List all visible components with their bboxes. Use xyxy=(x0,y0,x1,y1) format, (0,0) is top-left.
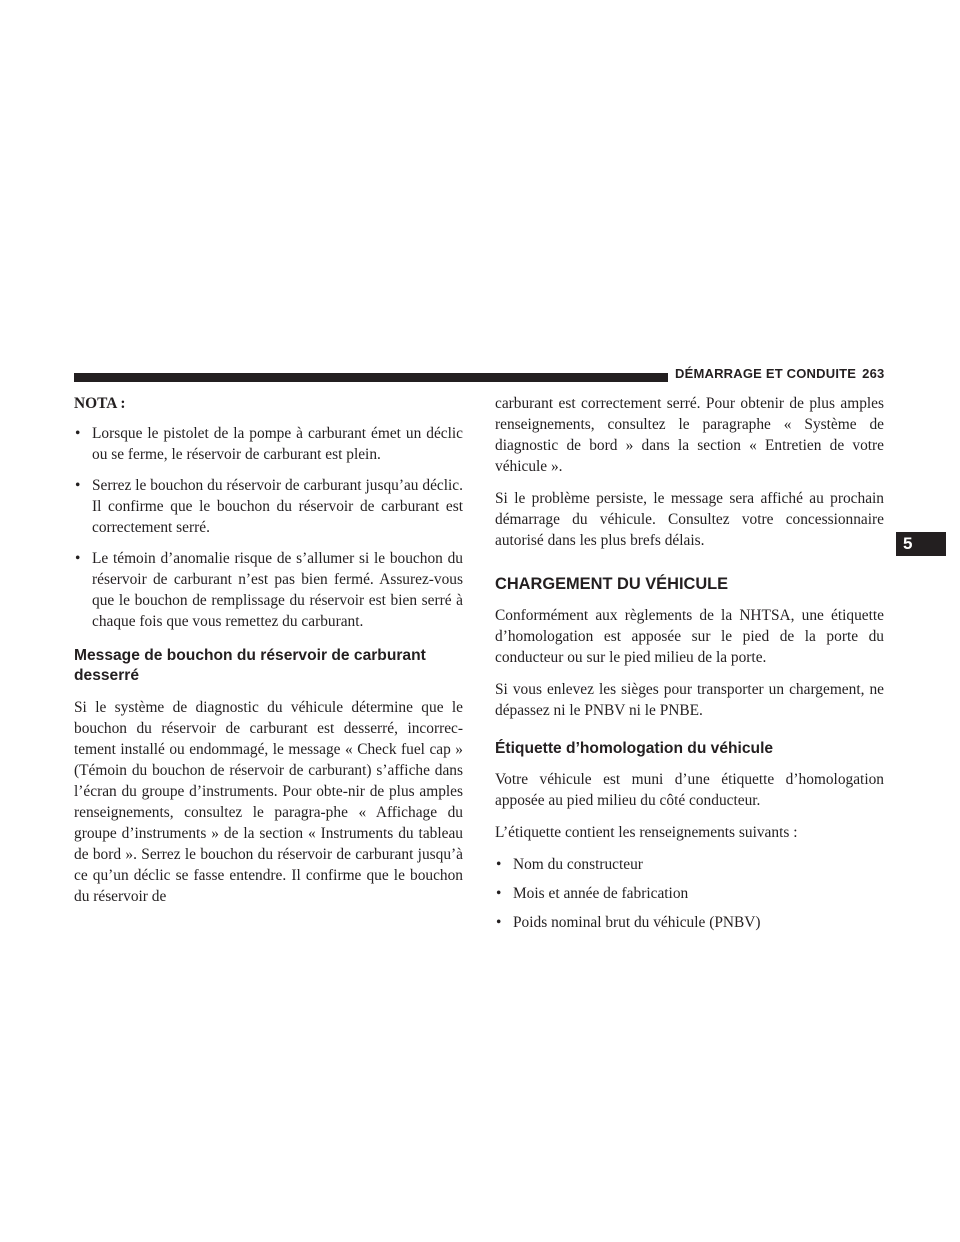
bullet-icon: • xyxy=(75,550,81,567)
list-item xyxy=(495,883,884,904)
list-item-text: Nom du constructeur xyxy=(513,856,643,873)
left-column xyxy=(74,393,463,918)
body-paragraph: Si le problème persiste, le message sera affiché au prochain démarrage du véhicule. Consultez votre concessionnaire autorisé dans les plus brefs délais. xyxy=(495,490,884,549)
body-paragraph: Votre véhicule est muni d’une étiquette d’homologation apposée au pied milieu du côté conducteur. xyxy=(495,771,884,809)
list-item-text: Serrez le bouchon du réservoir de carburant jusqu’au déclic. Il confirme que le bouchon du réservoir de carburant est correctement serré. xyxy=(92,477,463,536)
header-rule xyxy=(74,373,668,382)
body-paragraph: Si le système de diagnostic du véhicule détermine que le bouchon du réservoir de carburant est desserré, incorrec-tement installé ou endommagé, le message « Check fuel cap » (Témoin du bouchon de réservoir de carburant) s’affiche dans l’écran du groupe d’instruments. Pour obte-nir de plus amples renseignements, consultez le paragra-phe « Affichage du groupe d’instruments » de la section « Instruments du tableau de bord ». Serrez le bouchon du réservoir de carburant jusqu’à ce qu’un déclic se fasse entendre. Il confirme que le bouchon du réservoir de xyxy=(74,699,463,905)
list-item-text: Lorsque le pistolet de la pompe à carburant émet un déclic ou se ferme, le réservoir de carburant est plein. xyxy=(92,425,463,463)
section-heading: Message de bouchon du réservoir de carburant desserré xyxy=(74,647,426,684)
body-paragraph: Si vous enlevez les sièges pour transporter un chargement, ne dépassez ni le PNBV ni le PNBE. xyxy=(495,681,884,719)
list-item-text: Poids nominal brut du véhicule (PNBV) xyxy=(513,914,761,931)
bullet-icon: • xyxy=(496,885,502,902)
nota-bullet-list xyxy=(74,423,463,632)
list-item-text: Le témoin d’anomalie risque de s’allumer si le bouchon du réservoir de carburant n’est pas bien fermé. Assurez-vous que le bouchon de remplissage du réservoir est bien serré à chaque fois que vous remettez du carburant. xyxy=(92,550,463,630)
list-item-text: Mois et année de fabrication xyxy=(513,885,689,902)
nota-label: NOTA : xyxy=(74,395,126,412)
bullet-icon: • xyxy=(75,425,81,442)
list-item xyxy=(495,854,884,875)
right-column xyxy=(495,393,884,941)
bullet-icon: • xyxy=(496,914,502,931)
list-item xyxy=(74,475,463,538)
bullet-icon: • xyxy=(75,477,81,494)
bullet-icon: • xyxy=(496,856,502,873)
section-title: DÉMARRAGE ET CONDUITE xyxy=(675,366,857,381)
section-heading: CHARGEMENT DU VÉHICULE xyxy=(495,575,729,593)
body-paragraph: L’étiquette contient les renseignements suivants : xyxy=(495,824,798,841)
list-item xyxy=(495,912,884,933)
body-paragraph: carburant est correctement serré. Pour obtenir de plus amples renseignements, consultez le paragraphe « Système de diagnostic de bord » dans la section « Entretien de votre véhicule ». xyxy=(495,395,884,475)
list-item xyxy=(74,423,463,465)
list-item xyxy=(74,548,463,632)
chapter-tab: 5 xyxy=(896,532,946,556)
body-paragraph: Conformément aux règlements de la NHTSA, une étiquette d’homologation est apposée sur le pied de la porte du conducteur ou sur le pied milieu de la porte. xyxy=(495,607,884,666)
subsection-heading: Étiquette d’homologation du véhicule xyxy=(495,740,774,757)
label-bullet-list xyxy=(495,854,884,933)
running-header xyxy=(675,366,885,381)
page-number: 263 xyxy=(862,366,885,381)
